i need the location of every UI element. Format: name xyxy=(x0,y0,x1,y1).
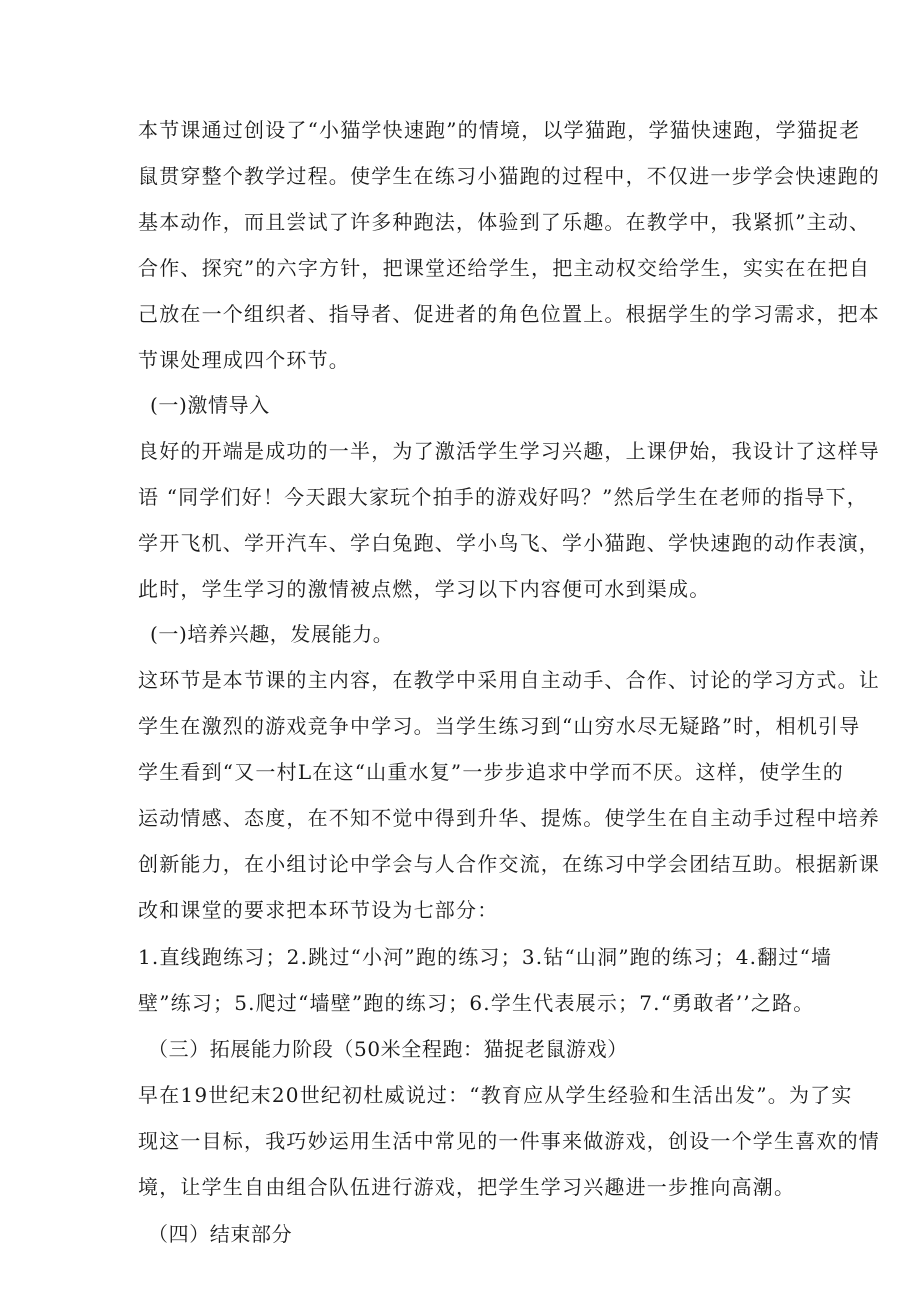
paragraph-line: 创新能力，在小组讨论中学会与人合作交流，在练习中学会团结互助。根据新课 xyxy=(138,852,880,876)
paragraph-line: 这环节是本节课的主内容，在教学中采用自主动手、合作、讨论的学习方式。让 xyxy=(138,668,880,692)
paragraph-line: 良好的开端是成功的一半，为了激活学生学习兴趣，上课伊始，我设计了这样导 xyxy=(138,439,880,463)
paragraph-line: 早在19世纪末20世纪初杜威说过：“教育应从学生经验和生活出发”。为了实 xyxy=(138,1083,853,1107)
paragraph-line: 鼠贯穿整个教学过程。使学生在练习小猫跑的过程中，不仅进一步学会快速跑的 xyxy=(138,164,880,188)
paragraph-line: 境，让学生自由组合队伍进行游戏，把学生学习兴趣进一步推向高潮。 xyxy=(138,1175,796,1199)
paragraph-line: 合作、探究”的六字方针，把课堂还给学生，把主动权交给学生，实实在在把自 xyxy=(138,256,871,280)
paragraph-line: 改和课堂的要求把本环节设为七部分： xyxy=(138,898,499,922)
paragraph-line: 学生在激烈的游戏竞争中学习。当学生练习到“山穷水尽无疑路”时，相机引导 xyxy=(138,714,861,738)
paragraph-line: 运动情感、态度，在不知不觉中得到升华、提炼。使学生在自主动手过程中培养 xyxy=(138,806,880,830)
paragraph-line: 基本动作，而且尝试了许多种跑法，体验到了乐趣。在教学中，我紧抓”主动、 xyxy=(138,210,871,234)
section-heading: (一)激情导入 xyxy=(150,393,270,417)
paragraph-line: 现这一目标，我巧妙运用生活中常见的一件事来做游戏，创设一个学生喜欢的情 xyxy=(138,1129,880,1153)
paragraph-line: 本节课通过创设了“小猫学快速跑”的情境，以学猫跑，学猫快速跑，学猫捉老 xyxy=(138,118,861,142)
section-heading: (一)培养兴趣，发展能力。 xyxy=(150,622,394,646)
section-heading: （三）拓展能力阶段（50米全程跑：猫捉老鼠游戏） xyxy=(148,1037,628,1061)
list-line: 1.直线跑练习；2.跳过“小河”跑的练习；3.钻“山洞”跑的练习；4.翻过“墙 xyxy=(138,945,833,969)
paragraph-line: 己放在一个组织者、指导者、促进者的角色位置上。根据学生的学习需求，把本 xyxy=(138,302,880,326)
paragraph-line: 学开飞机、学开汽车、学白兔跑、学小鸟飞、学小猫跑、学快速跑的动作表演， xyxy=(138,531,880,555)
section-heading: （四）结束部分 xyxy=(148,1222,293,1246)
paragraph-line: 节课处理成四个环节。 xyxy=(138,348,350,372)
paragraph-line: 此时，学生学习的激情被点燃，学习以下内容便可水到渠成。 xyxy=(138,577,711,601)
paragraph-line: 学生看到“又一村L在这“山重水复”一步步追求中学而不厌。这样，使学生的 xyxy=(138,760,844,784)
list-line: 壁”练习；5.爬过“墙壁”跑的练习；6.学生代表展示；7.“勇敢者’’之路。 xyxy=(138,991,815,1015)
paragraph-line: 语 “同学们好！今天跟大家玩个拍手的游戏好吗？”然后学生在老师的指导下， xyxy=(138,485,869,509)
